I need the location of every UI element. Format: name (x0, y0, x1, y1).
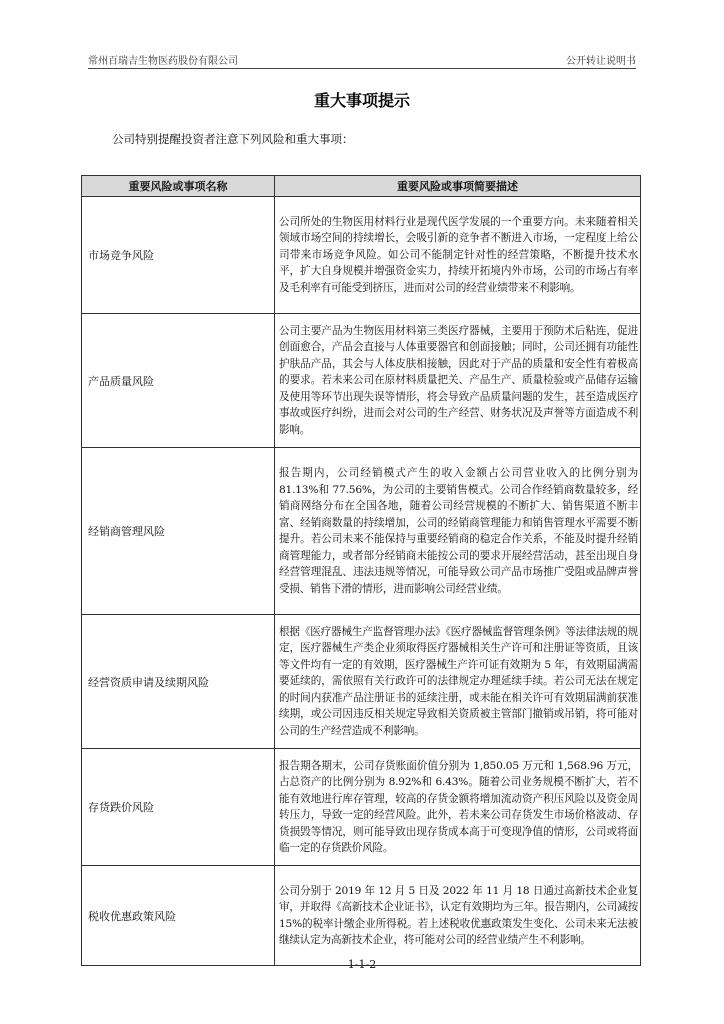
page-number: 1-1-2 (347, 958, 377, 971)
column-header-desc: 重要风险或事项简要描述 (275, 176, 641, 197)
risk-table (81, 175, 641, 966)
table-row (82, 749, 641, 866)
risk-description: 报告期内，公司经销模式产生的收入金额占公司营业收入的比例分别为 81.13%和 77.56%，为公司的主要销售模式。公司合作经销商数量较多，经销商网络分布在全国各地，随着公司经营规模的不断扩大、销售渠道不断丰富、经销商数量的持续增加，公司的经销商管理能力和销售管理水平需要不断提升。若公司未来不能保持与重要经销商的稳定合作关系，不能及时提升经销商管理能力，或者部分经销商未能按公司的要求开展经营活动，甚至出现自身经营管理混乱、违法违规等情况，可能导致公司产品市场推广受阻或品牌声誉受损、销售下滑的情形，进而影响公司经营业绩。 (275, 448, 641, 615)
risk-description: 根据《医疗器械生产监督管理办法》《医疗器械监督管理条例》等法律法规的规定，医疗器械生产类企业须取得医疗器械相关生产许可和注册证等资质，且该等文件均有一定的有效期，医疗器械生产许可证有效期为 5 年，有效期届满需要延续的，需依照有关行政许可的法律规定办理延续手续。若公司无法在规定的时间内获准产品注册证书的延续注册，或未能在相关许可有效期届满前获准续期，或公司因违反相关规定导致相关资质被主管部门撤销或吊销，将可能对公司的生产经营造成不利影响。 (275, 615, 641, 749)
table-row (82, 314, 641, 448)
table-row (82, 197, 641, 314)
risk-description: 公司所处的生物医用材料行业是现代医学发展的一个重要方向。未来随着相关领域市场空间的持续增长，会吸引新的竞争者不断进入市场，一定程度上给公司带来市场竞争风险。如公司不能制定针对性的经营策略，不断提升技术水平，扩大自身规模并增强资金实力，持续开拓境内外市场，公司的市场占有率及毛利率有可能受到挤压，进而对公司的经营业绩带来不利影响。 (275, 197, 641, 314)
table-row (82, 448, 641, 615)
header-company: 常州百瑞吉生物医药股份有限公司 (88, 56, 238, 67)
risk-description: 报告期各期末，公司存货账面价值分别为 1,850.05 万元和 1,568.96 万元，占总资产的比例分别为 8.92%和 6.43%。随着公司业务规模不断扩大，若不能有效地进行库存管理，较高的存货金额将增加流动资产积压风险以及资金周转压力，导致一定的经营风险。此外，若未来公司存货发生市场价格波动、存货损毁等情况，则可能导致出现存货成本高于可变现净值的情形，公司或将面临一定的存货跌价风险。 (275, 749, 641, 866)
intro-text: 公司特别提醒投资者注意下列风险和重大事项： (112, 132, 354, 146)
header-doc-type: 公开转让说明书 (566, 56, 636, 67)
risk-name: 经销商管理风险 (82, 448, 275, 615)
table-row (82, 615, 641, 749)
table-row (82, 866, 641, 966)
risk-name: 经营资质申请及续期风险 (82, 615, 275, 749)
risk-description: 公司主要产品为生物医用材料第三类医疗器械，主要用于预防术后粘连，促进创面愈合，产品会直接与人体重要器官和创面接触；同时，公司还拥有功能性护肤品产品，其会与人体皮肤相接触，因此对于产品的质量和安全性有着极高的要求。若未来公司在原材料质量把关、产品生产、质量检验或产品储存运输及使用等环节出现失误等情形，将会导致产品质量问题的发生，甚至造成医疗事故或医疗纠纷，进而会对公司的生产经营、财务状况及声誉等方面造成不利影响。 (275, 314, 641, 448)
risk-name: 产品质量风险 (82, 314, 275, 448)
risk-description: 公司分别于 2019 年 12 月 5 日及 2022 年 11 月 18 日通过高新技术企业复审，并取得《高新技术企业证书》，认定有效期均为三年。报告期内，公司减按 15%的税率计缴企业所得税。若上述税收优惠政策发生变化、公司未来无法被继续认定为高新技术企业，将可能对公司的经营业绩产生不利影响。 (275, 866, 641, 966)
risk-name: 存货跌价风险 (82, 749, 275, 866)
column-header-name: 重要风险或事项名称 (82, 176, 275, 197)
page-title: 重大事项提示 (313, 91, 410, 110)
risk-name: 税收优惠政策风险 (82, 866, 275, 966)
table-header-row (82, 176, 641, 197)
page-header (88, 50, 636, 69)
risk-name: 市场竞争风险 (82, 197, 275, 314)
